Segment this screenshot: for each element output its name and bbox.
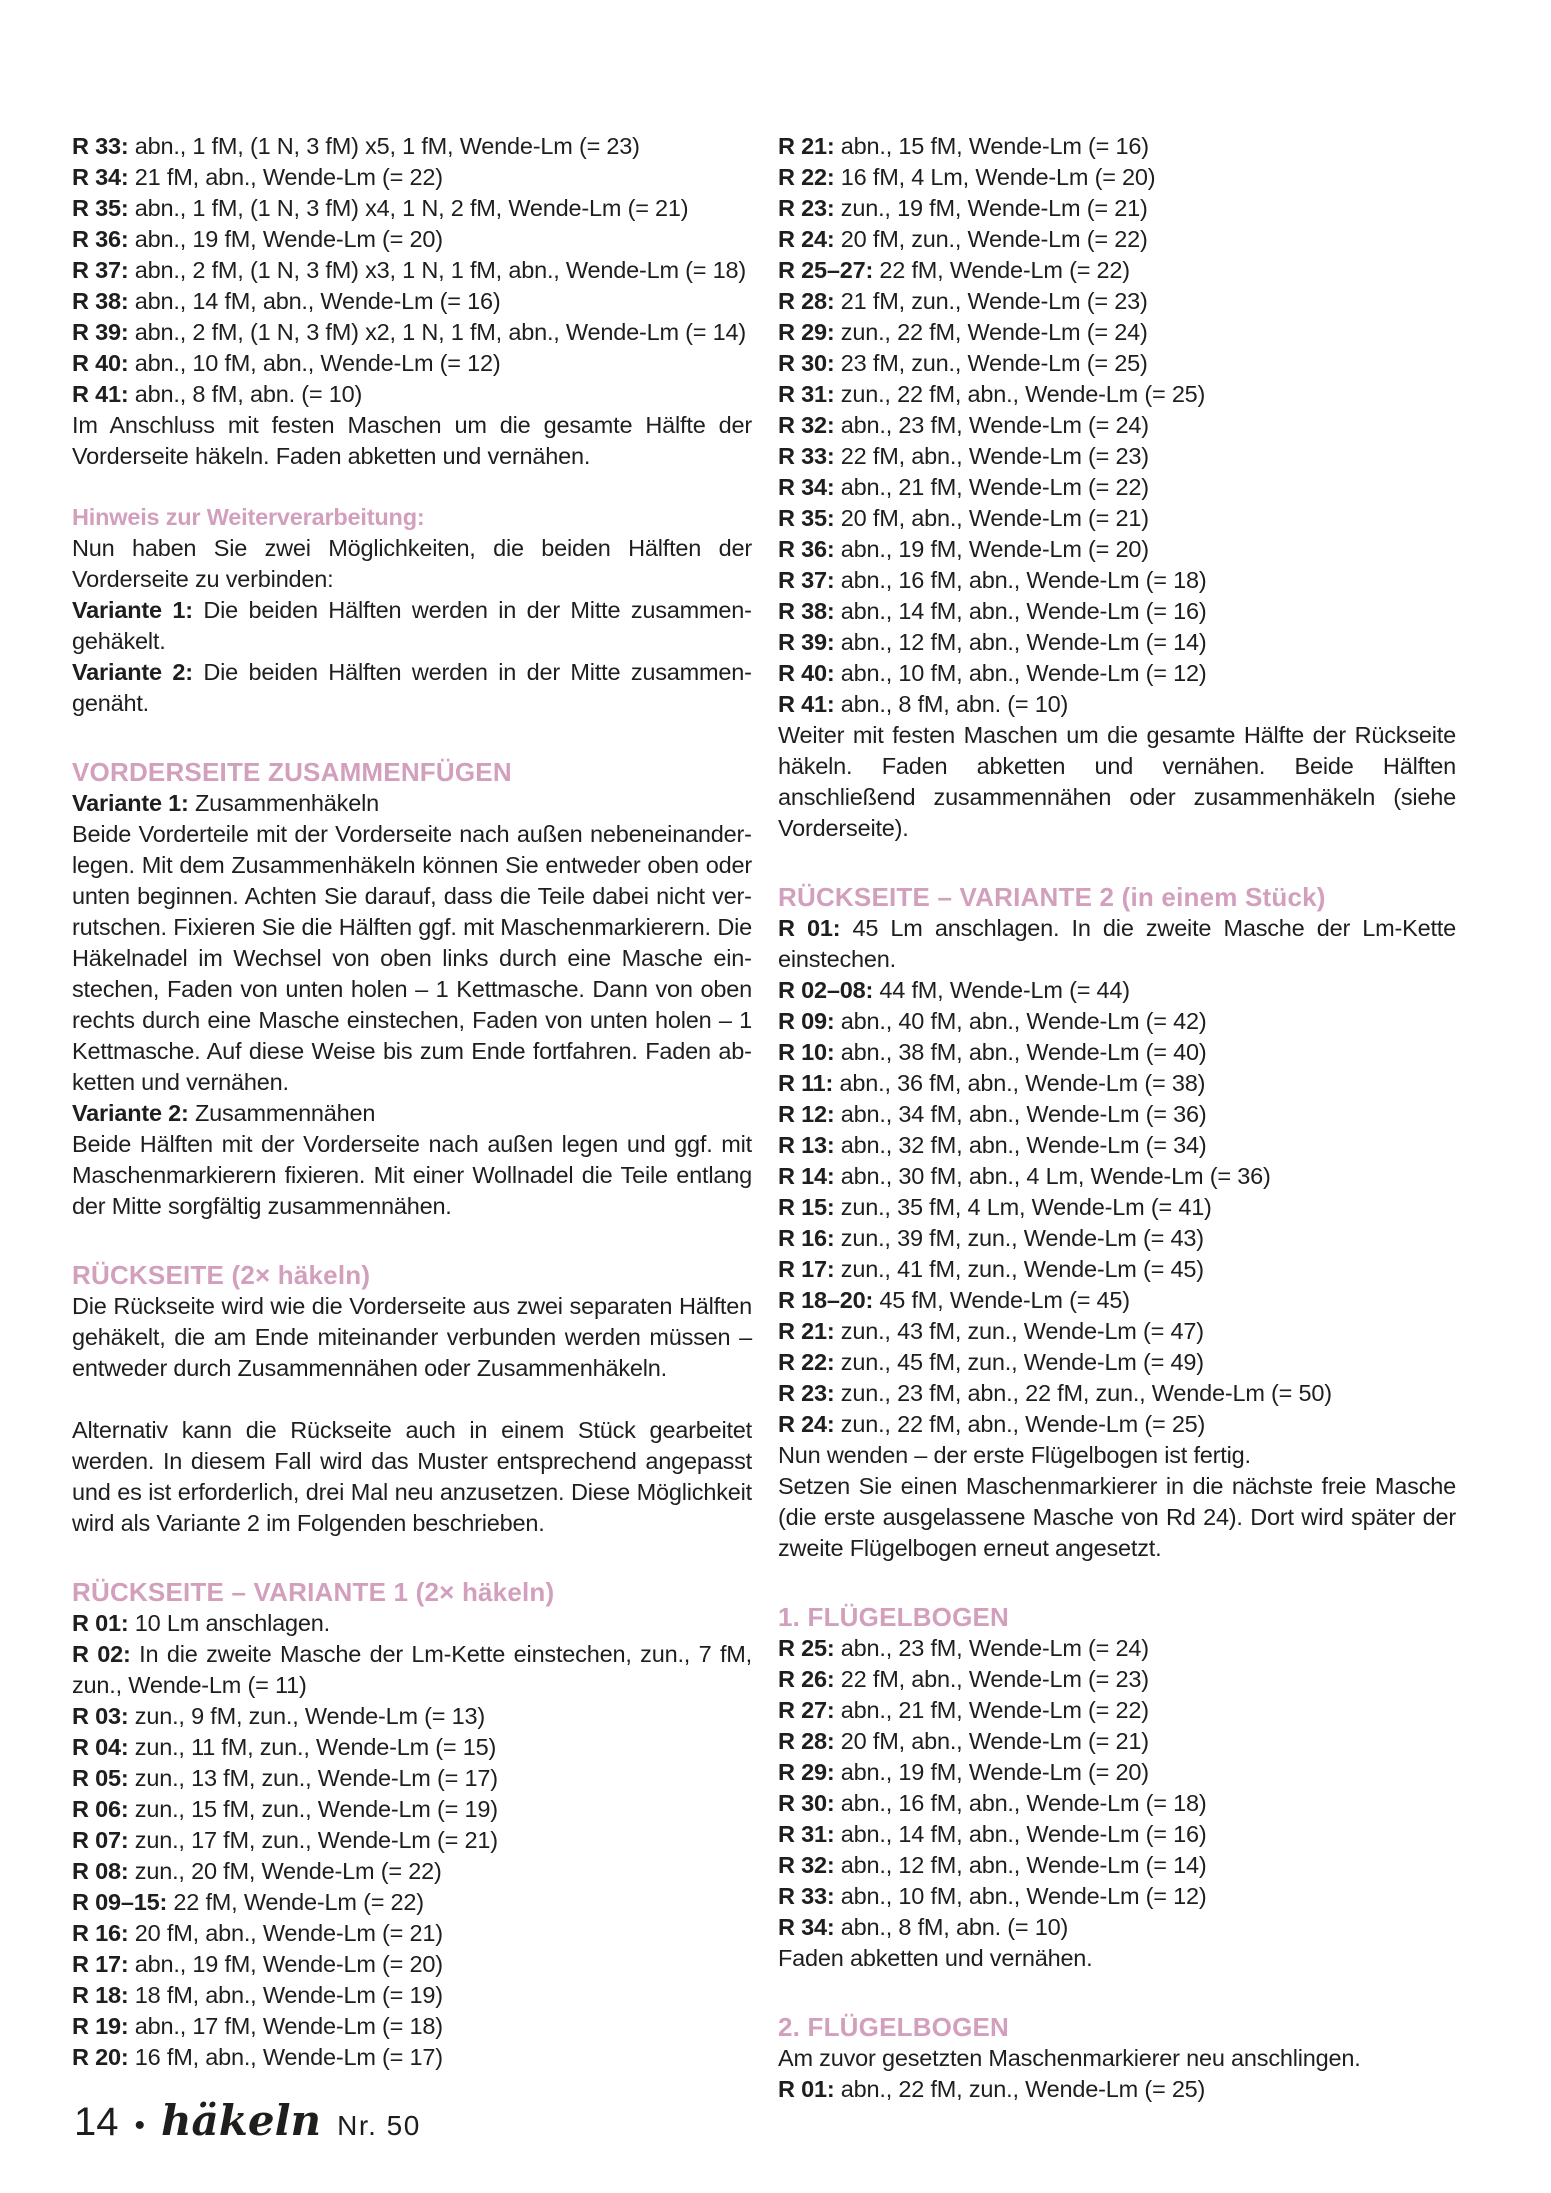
row-label: R 24:: [778, 1411, 841, 1437]
pattern-row: [72, 1918, 752, 1949]
row-label: R 30:: [778, 1790, 841, 1816]
pattern-row: [778, 1726, 1456, 1757]
row-label: R 31:: [778, 1821, 841, 1847]
row-text: abn., 19 fM, Wende-Lm (= 20): [134, 1951, 443, 1977]
pattern-row: [778, 1695, 1456, 1726]
row-label: R 33:: [778, 443, 841, 469]
pattern-row: [778, 1037, 1456, 1068]
row-text: 22 fM, Wende-Lm (= 22): [173, 1889, 424, 1915]
row-label: R 35:: [72, 195, 135, 221]
pattern-row: [72, 1949, 752, 1980]
issue-number: Nr. 50: [337, 2110, 421, 2141]
row-label: R 38:: [778, 598, 841, 624]
row-label: R 28:: [778, 1728, 841, 1754]
row-label: R 39:: [72, 319, 135, 345]
row-text: abn., 40 fM, abn., Wende-Lm (= 42): [840, 1008, 1207, 1034]
row-label: R 39:: [778, 629, 841, 655]
row-text: abn., 2 fM, (1 N, 3 fM) x2, 1 N, 1 fM, abn., Wende-Lm (= 14): [134, 319, 747, 345]
pattern-row: [778, 1068, 1456, 1099]
row-label: R 17:: [778, 1256, 841, 1282]
row-text: abn., 14 fM, abn., Wende-Lm (= 16): [134, 288, 501, 314]
pattern-row: [72, 193, 752, 224]
pattern-row: [778, 410, 1456, 441]
pattern-row: [778, 975, 1456, 1006]
pattern-row: [778, 1664, 1456, 1695]
paragraph: Weiter mit festen Maschen um die gesamte Hälfte der Rückseite häkeln. Faden abketten und vernähen. Beide Hälften anschließend zusammennähen oder zusammenhäkeln (siehe Vorderseite).: [778, 722, 1456, 841]
pattern-row: [778, 1378, 1456, 1409]
paragraph: Im Anschluss mit festen Maschen um die gesamte Hälfte der Vorderseite häkeln. Faden abketten und vernähen.: [72, 412, 752, 469]
row-text: 21 fM, zun., Wende-Lm (= 23): [840, 288, 1148, 314]
pattern-row: [72, 131, 752, 162]
pattern-row: [72, 2011, 752, 2042]
page-number: 14: [74, 2100, 119, 2144]
row-label: R 22:: [778, 164, 841, 190]
row-label: R 30:: [778, 350, 841, 376]
row-label: R 02:: [72, 1641, 140, 1667]
row-label: R 24:: [778, 226, 841, 252]
row-text: 16 fM, abn., Wende-Lm (= 17): [134, 2044, 443, 2070]
row-label: R 03:: [72, 1703, 135, 1729]
row-label: R 35:: [778, 505, 841, 531]
row-text: abn., 14 fM, abn., Wende-Lm (= 16): [840, 1821, 1207, 1847]
row-text: abn., 36 fM, abn., Wende-Lm (= 38): [839, 1070, 1206, 1096]
pattern-row: [778, 2074, 1456, 2105]
paragraph: Am zuvor gesetzten Maschenmarkierer neu anschlingen.: [778, 2045, 1361, 2071]
row-text: 22 fM, Wende-Lm (= 22): [879, 257, 1130, 283]
pattern-row: [778, 658, 1456, 689]
row-text: abn., 30 fM, abn., 4 Lm, Wende-Lm (= 36): [840, 1163, 1271, 1189]
row-label: R 04:: [72, 1734, 135, 1760]
pattern-row: [72, 1639, 752, 1701]
row-text: abn., 12 fM, abn., Wende-Lm (= 14): [840, 629, 1207, 655]
row-text: abn., 1 fM, (1 N, 3 fM) x5, 1 fM, Wende-Lm (= 23): [134, 133, 640, 159]
paragraph-lead: Variante 1:: [72, 597, 204, 623]
row-text: 23 fM, zun., Wende-Lm (= 25): [840, 350, 1148, 376]
section-heading: RÜCKSEITE (2× häkeln): [72, 1260, 371, 1290]
pattern-row: [72, 255, 752, 286]
pattern-row: [778, 1006, 1456, 1037]
row-text: abn., 2 fM, (1 N, 3 fM) x3, 1 N, 1 fM, abn., Wende-Lm (= 18): [134, 257, 747, 283]
sub-heading: Hinweis zur Weiterverarbeitung:: [72, 504, 425, 530]
row-label: R 05:: [72, 1765, 135, 1791]
row-label: R 10:: [778, 1039, 841, 1065]
pattern-row: [778, 1347, 1456, 1378]
pattern-row: [72, 1732, 752, 1763]
pattern-row: [778, 1254, 1456, 1285]
paragraph-lead: Variante 1:: [72, 790, 195, 816]
pattern-row: [72, 317, 752, 348]
pattern-row: [778, 503, 1456, 534]
row-label: R 36:: [72, 226, 135, 252]
row-text: 10 Lm anschlagen.: [134, 1610, 330, 1636]
paragraph: Beide Hälften mit der Vorderseite nach außen legen und ggf. mit Maschenmarkierern fixieren. Mit einer Wollnadel die Teile entlang der Mitte sorgfältig zusammennähen.: [72, 1131, 752, 1219]
row-label: R 14:: [778, 1163, 841, 1189]
row-label: R 26:: [778, 1666, 841, 1692]
right-column: [778, 131, 1456, 2105]
section-heading: RÜCKSEITE – VARIANTE 2 (in einem Stück): [778, 882, 1326, 912]
row-text: abn., 19 fM, Wende-Lm (= 20): [840, 536, 1149, 562]
pattern-row: [778, 131, 1456, 162]
pattern-rows: [778, 131, 1456, 720]
pattern-row: [778, 1316, 1456, 1347]
row-label: R 28:: [778, 288, 841, 314]
section-heading: RÜCKSEITE – VARIANTE 1 (2× häkeln): [72, 1577, 555, 1607]
pattern-row: [778, 472, 1456, 503]
pattern-row: [778, 441, 1456, 472]
pattern-row: [72, 1701, 752, 1732]
row-label: R 21:: [778, 133, 841, 159]
bullet-separator: •: [134, 2109, 146, 2142]
row-text: abn., 34 fM, abn., Wende-Lm (= 36): [840, 1101, 1207, 1127]
pattern-row: [778, 1850, 1456, 1881]
row-text: zun., 23 fM, abn., 22 fM, zun., Wende-Lm (= 50): [840, 1380, 1332, 1406]
row-text: zun., 45 fM, zun., Wende-Lm (= 49): [840, 1349, 1204, 1375]
pattern-row: [778, 565, 1456, 596]
pattern-row: [778, 1161, 1456, 1192]
paragraph: Nun wenden – der erste Flügelbogen ist fertig.: [778, 1442, 1251, 1468]
row-text: abn., 23 fM, Wende-Lm (= 24): [840, 412, 1149, 438]
row-text: zun., 15 fM, zun., Wende-Lm (= 19): [134, 1796, 498, 1822]
pattern-row: [778, 1912, 1456, 1943]
row-label: R 27:: [778, 1697, 841, 1723]
row-text: zun., 19 fM, Wende-Lm (= 21): [840, 195, 1148, 221]
row-text: abn., 15 fM, Wende-Lm (= 16): [840, 133, 1149, 159]
pattern-row: [778, 317, 1456, 348]
row-label: R 11:: [778, 1070, 840, 1096]
row-label: R 16:: [72, 1920, 135, 1946]
row-text: zun., 41 fM, zun., Wende-Lm (= 45): [840, 1256, 1204, 1282]
page-footer: [74, 2096, 421, 2145]
row-label: R 25–27:: [778, 257, 880, 283]
row-label: R 31:: [778, 381, 841, 407]
pattern-row: [778, 1881, 1456, 1912]
row-text: abn., 19 fM, Wende-Lm (= 20): [840, 1759, 1149, 1785]
row-label: R 41:: [72, 381, 135, 407]
row-label: R 41:: [778, 691, 841, 717]
row-label: R 02–08:: [778, 977, 880, 1003]
row-text: zun., 22 fM, abn., Wende-Lm (= 25): [840, 381, 1206, 407]
row-label: R 18–20:: [778, 1287, 880, 1313]
pattern-row: [778, 348, 1456, 379]
pattern-row: [778, 1285, 1456, 1316]
pattern-row: [72, 1825, 752, 1856]
row-text: 16 fM, 4 Lm, Wende-Lm (= 20): [840, 164, 1156, 190]
row-text: abn., 12 fM, abn., Wende-Lm (= 14): [840, 1852, 1207, 1878]
row-label: R 08:: [72, 1858, 135, 1884]
pattern-row: [778, 1223, 1456, 1254]
pattern-row: [72, 224, 752, 255]
row-label: R 16:: [778, 1225, 841, 1251]
pattern-row: [778, 1192, 1456, 1223]
paragraph: Variante 2: Zusammennähen: [72, 1100, 376, 1126]
row-text: zun., 39 fM, zun., Wende-Lm (= 43): [840, 1225, 1204, 1251]
row-text: abn., 23 fM, Wende-Lm (= 24): [840, 1635, 1149, 1661]
row-label: R 07:: [72, 1827, 135, 1853]
pattern-row: [778, 379, 1456, 410]
row-label: R 29:: [778, 1759, 841, 1785]
paragraph: Variante 2: Die beiden Hälften werden in der Mitte zusammengenäht.: [72, 659, 752, 716]
pattern-row: [72, 162, 752, 193]
row-text: abn., 22 fM, zun., Wende-Lm (= 25): [840, 2076, 1206, 2102]
row-label: R 18:: [72, 1982, 135, 2008]
row-label: R 33:: [72, 133, 135, 159]
row-text: abn., 10 fM, abn., Wende-Lm (= 12): [840, 660, 1207, 686]
row-text: zun., 9 fM, zun., Wende-Lm (= 13): [134, 1703, 485, 1729]
section-heading: VORDERSEITE ZUSAMMENFÜGEN: [72, 757, 512, 787]
pattern-row: [778, 913, 1456, 975]
left-column: [72, 131, 752, 2073]
section-heading: 2. FLÜGELBOGEN: [778, 2012, 1010, 2042]
row-label: R 37:: [72, 257, 135, 283]
row-text: 22 fM, abn., Wende-Lm (= 23): [840, 1666, 1149, 1692]
row-text: abn., 21 fM, Wende-Lm (= 22): [840, 474, 1149, 500]
row-text: abn., 8 fM, abn. (= 10): [840, 1914, 1069, 1940]
row-label: R 21:: [778, 1318, 841, 1344]
row-label: R 13:: [778, 1132, 841, 1158]
pattern-row: [778, 689, 1456, 720]
row-text: abn., 21 fM, Wende-Lm (= 22): [840, 1697, 1149, 1723]
pattern-row: [72, 1763, 752, 1794]
row-text: 20 fM, abn., Wende-Lm (= 21): [840, 1728, 1149, 1754]
row-label: R 34:: [778, 1914, 841, 1940]
row-text: zun., 11 fM, zun., Wende-Lm (= 15): [134, 1734, 497, 1760]
row-label: R 23:: [778, 195, 841, 221]
row-text: 45 fM, Wende-Lm (= 45): [879, 1287, 1130, 1313]
row-text: zun., 22 fM, abn., Wende-Lm (= 25): [840, 1411, 1206, 1437]
pattern-row: [72, 2042, 752, 2073]
row-label: R 32:: [778, 1852, 841, 1878]
row-label: R 25:: [778, 1635, 841, 1661]
row-text: abn., 14 fM, abn., Wende-Lm (= 16): [840, 598, 1207, 624]
paragraph: Setzen Sie einen Maschenmarkierer in die nächste freie Masche (die erste ausgelassene Masche von Rd 24). Dort wird später der zweite Flügelbogen erneut angesetzt.: [778, 1473, 1456, 1561]
pattern-row: [778, 1757, 1456, 1788]
pattern-row: [72, 348, 752, 379]
pattern-row: [778, 534, 1456, 565]
row-text: 21 fM, abn., Wende-Lm (= 22): [134, 164, 443, 190]
row-label: R 22:: [778, 1349, 841, 1375]
row-text: abn., 10 fM, abn., Wende-Lm (= 12): [840, 1883, 1207, 1909]
pattern-row: [778, 224, 1456, 255]
row-text: zun., 20 fM, Wende-Lm (= 22): [134, 1858, 442, 1884]
row-text: abn., 38 fM, abn., Wende-Lm (= 40): [840, 1039, 1207, 1065]
row-label: R 34:: [778, 474, 841, 500]
pattern-row: [778, 1130, 1456, 1161]
paragraph: Die Rückseite wird wie die Vorderseite aus zwei separaten Hälften gehäkelt, die am Ende miteinander verbunden werden müssen – entweder durch Zusammennähen oder Zusammenhäkeln.: [72, 1293, 752, 1381]
paragraph: Alternativ kann die Rückseite auch in einem Stück gearbeitet werden. In diesem Fall wird das Muster entsprechend angepasst und es ist erforderlich, drei Mal neu anzusetzen. Diese Möglichkeit wird als Variante 2 im Folgenden beschrieben.: [72, 1417, 752, 1536]
row-label: R 01:: [72, 1610, 135, 1636]
row-label: R 09–15:: [72, 1889, 174, 1915]
pattern-row: [778, 255, 1456, 286]
pattern-rows: [778, 1633, 1456, 1943]
row-text: abn., 10 fM, abn., Wende-Lm (= 12): [134, 350, 501, 376]
paragraph: Variante 1: Die beiden Hälften werden in der Mitte zusammengehäkelt.: [72, 597, 752, 654]
row-text: abn., 32 fM, abn., Wende-Lm (= 34): [840, 1132, 1207, 1158]
pattern-rows: [72, 131, 752, 410]
row-text: 45 Lm anschlagen. In die zweite Masche der Lm-Kette einstechen.: [778, 915, 1457, 972]
row-text: abn., 16 fM, abn., Wende-Lm (= 18): [840, 567, 1207, 593]
row-label: R 34:: [72, 164, 135, 190]
row-text: abn., 17 fM, Wende-Lm (= 18): [134, 2013, 443, 2039]
paragraph-lead: Variante 2:: [72, 1100, 195, 1126]
row-label: R 01:: [778, 2076, 841, 2102]
pattern-row: [778, 1633, 1456, 1664]
pattern-row: [778, 162, 1456, 193]
pattern-row: [72, 379, 752, 410]
row-text: zun., 35 fM, 4 Lm, Wende-Lm (= 41): [840, 1194, 1212, 1220]
row-label: R 20:: [72, 2044, 135, 2070]
row-text: zun., 22 fM, Wende-Lm (= 24): [840, 319, 1148, 345]
row-label: R 23:: [778, 1380, 841, 1406]
paragraph: Faden abketten und vernähen.: [778, 1945, 1093, 1971]
row-label: R 36:: [778, 536, 841, 562]
row-text: 22 fM, abn., Wende-Lm (= 23): [840, 443, 1149, 469]
row-label: R 15:: [778, 1194, 841, 1220]
pattern-row: [72, 1794, 752, 1825]
pattern-row: [778, 1819, 1456, 1850]
pattern-row: [72, 1856, 752, 1887]
row-text: 44 fM, Wende-Lm (= 44): [879, 977, 1130, 1003]
row-text: 20 fM, abn., Wende-Lm (= 21): [840, 505, 1149, 531]
pattern-row: [72, 286, 752, 317]
pattern-row: [778, 1099, 1456, 1130]
pattern-row: [778, 1788, 1456, 1819]
paragraph: Nun haben Sie zwei Möglichkeiten, die beiden Hälften der Vorderseite zu verbinden:: [72, 535, 752, 592]
pattern-row: [72, 1980, 752, 2011]
row-label: R 38:: [72, 288, 135, 314]
row-text: 20 fM, abn., Wende-Lm (= 21): [134, 1920, 443, 1946]
row-label: R 01:: [778, 915, 853, 941]
row-text: In die zweite Masche der Lm-Kette einstechen, zun., 7 fM, zun., Wende-Lm (= 11): [72, 1641, 753, 1698]
row-text: abn., 16 fM, abn., Wende-Lm (= 18): [840, 1790, 1207, 1816]
row-text: 20 fM, zun., Wende-Lm (= 22): [840, 226, 1148, 252]
pattern-row: [72, 1887, 752, 1918]
row-label: R 12:: [778, 1101, 841, 1127]
pattern-rows: [778, 2074, 1456, 2105]
pattern-row: [778, 193, 1456, 224]
paragraph: Variante 1: Zusammenhäkeln: [72, 790, 379, 816]
pattern-row: [778, 1409, 1456, 1440]
row-label: R 06:: [72, 1796, 135, 1822]
row-text: abn., 8 fM, abn. (= 10): [840, 691, 1069, 717]
row-text: 18 fM, abn., Wende-Lm (= 19): [134, 1982, 443, 2008]
row-label: R 29:: [778, 319, 841, 345]
pattern-rows: [72, 1608, 752, 2073]
pattern-rows: [778, 913, 1456, 1440]
magazine-name: häkeln: [161, 2096, 322, 2145]
row-label: R 37:: [778, 567, 841, 593]
row-label: R 40:: [778, 660, 841, 686]
paragraph-lead: Variante 2:: [72, 659, 204, 685]
row-label: R 09:: [778, 1008, 841, 1034]
section-heading: 1. FLÜGELBOGEN: [778, 1602, 1010, 1632]
row-label: R 33:: [778, 1883, 841, 1909]
row-text: abn., 19 fM, Wende-Lm (= 20): [134, 226, 443, 252]
row-text: abn., 8 fM, abn. (= 10): [134, 381, 363, 407]
row-text: zun., 13 fM, zun., Wende-Lm (= 17): [134, 1765, 498, 1791]
row-label: R 32:: [778, 412, 841, 438]
row-label: R 19:: [72, 2013, 135, 2039]
row-text: abn., 1 fM, (1 N, 3 fM) x4, 1 N, 2 fM, Wende-Lm (= 21): [134, 195, 689, 221]
pattern-row: [72, 1608, 752, 1639]
pattern-row: [778, 286, 1456, 317]
pattern-row: [778, 627, 1456, 658]
row-label: R 40:: [72, 350, 135, 376]
row-text: zun., 17 fM, zun., Wende-Lm (= 21): [134, 1827, 498, 1853]
row-label: R 17:: [72, 1951, 135, 1977]
paragraph: Beide Vorderteile mit der Vorderseite nach außen nebeneinanderlegen. Mit dem Zusammenhäkeln können Sie entweder oben oder unten beginnen. Achten Sie darauf, dass die Teile dabei nicht verrutschen. Fixieren Sie die Hälften ggf. mit Maschenmarkierern. Die Häkelnadel im Wechsel von oben links durch eine Masche einstechen, Faden von unten holen – 1 Kettmasche. Dann von oben rechts durch eine Masche einstechen, Faden von unten holen – 1 Kettmasche. Auf diese Weise bis zum Ende fortfahren. Faden abketten und vernähen.: [72, 821, 752, 1095]
row-text: zun., 43 fM, zun., Wende-Lm (= 47): [840, 1318, 1204, 1344]
pattern-row: [778, 596, 1456, 627]
